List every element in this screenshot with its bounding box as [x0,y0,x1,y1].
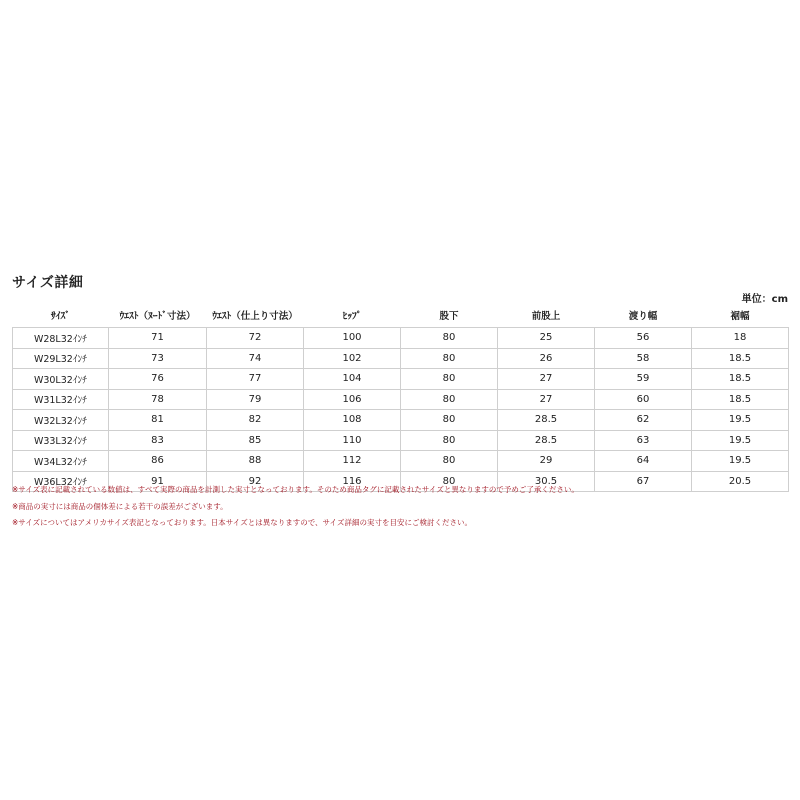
value-cell: 56 [595,328,692,349]
value-cell: 74 [207,348,304,369]
value-cell: 83 [109,430,207,451]
value-cell: 62 [595,410,692,431]
size-cell: W34L32ｲﾝﾁ [13,451,109,472]
value-cell: 102 [304,348,401,369]
value-cell: 86 [109,451,207,472]
section-title: サイズ詳細 [12,275,84,291]
value-cell: 77 [207,369,304,390]
value-cell: 19.5 [692,451,789,472]
value-cell: 26 [498,348,595,369]
value-cell: 27 [498,389,595,410]
value-cell: 18.5 [692,389,789,410]
value-cell: 71 [109,328,207,349]
size-cell: W33L32ｲﾝﾁ [13,430,109,451]
table-row [13,410,789,431]
table-row [13,451,789,472]
size-table [12,303,789,492]
note-us-sizing: ※サイズについてはアメリカサイズ表記となっております。日本サイズとは異なりますので、サイズ詳細の実寸を目安にご検討ください。 [12,518,472,527]
value-cell: 28.5 [498,430,595,451]
header-hem-width: 裾幅 [730,311,750,322]
value-cell: 100 [304,328,401,349]
value-cell: 67 [595,471,692,492]
value-cell: 80 [401,410,498,431]
value-cell: 91 [109,471,207,492]
note-measurement: ※サイズ表に記載されている数値は、すべて実際の商品を計測した実寸となっております。そのため商品タグに記載されたサイズと異なりますので予めご了承ください。 [12,485,579,494]
header-waist-finished: ｳｴｽﾄ（仕上り寸法） [212,311,298,322]
value-cell: 60 [595,389,692,410]
value-cell: 58 [595,348,692,369]
value-cell: 72 [207,328,304,349]
value-cell: 25 [498,328,595,349]
value-cell: 29 [498,451,595,472]
value-cell: 64 [595,451,692,472]
value-cell: 19.5 [692,430,789,451]
value-cell: 63 [595,430,692,451]
value-cell: 59 [595,369,692,390]
size-cell: W32L32ｲﾝﾁ [13,410,109,431]
table-row [13,328,789,349]
header-hip: ﾋｯﾌﾟ [342,311,362,322]
value-cell: 19.5 [692,410,789,431]
table-body [13,328,789,492]
value-cell: 82 [207,410,304,431]
value-cell: 78 [109,389,207,410]
value-cell: 80 [401,389,498,410]
size-cell: W30L32ｲﾝﾁ [13,369,109,390]
value-cell: 79 [207,389,304,410]
value-cell: 27 [498,369,595,390]
value-cell: 80 [401,328,498,349]
value-cell: 112 [304,451,401,472]
header-front-rise: 前股上 [531,311,561,322]
table-row [13,369,789,390]
table-header-row [13,303,789,328]
header-size: ｻｲｽﾞ [50,311,70,322]
notes [12,482,788,532]
unit-label: 単位：cm [741,294,788,305]
value-cell: 28.5 [498,410,595,431]
table-row [13,430,789,451]
value-cell: 85 [207,430,304,451]
value-cell: 92 [207,471,304,492]
size-cell: W29L32ｲﾝﾁ [13,348,109,369]
value-cell: 106 [304,389,401,410]
value-cell: 73 [109,348,207,369]
header-inseam: 股下 [439,311,459,322]
value-cell: 80 [401,369,498,390]
value-cell: 88 [207,451,304,472]
value-cell: 116 [304,471,401,492]
value-cell: 20.5 [692,471,789,492]
value-cell: 18.5 [692,369,789,390]
value-cell: 80 [401,471,498,492]
value-cell: 80 [401,348,498,369]
value-cell: 81 [109,410,207,431]
value-cell: 104 [304,369,401,390]
value-cell: 110 [304,430,401,451]
note-variance: ※商品の実寸には商品の個体差による若干の誤差がございます。 [12,501,228,511]
value-cell: 76 [109,369,207,390]
value-cell: 80 [401,451,498,472]
size-cell: W28L32ｲﾝﾁ [13,328,109,349]
header-waist-nude: ｳｴｽﾄ（ﾇｰﾄﾞ寸法） [119,311,196,322]
value-cell: 18.5 [692,348,789,369]
value-cell: 108 [304,410,401,431]
value-cell: 30.5 [498,471,595,492]
table-row [13,389,789,410]
table-row [13,348,789,369]
size-cell: W36L32ｲﾝﾁ [13,471,109,492]
header-thigh-width: 渡り幅 [628,311,658,322]
value-cell: 80 [401,430,498,451]
size-cell: W31L32ｲﾝﾁ [13,389,109,410]
value-cell: 18 [692,328,789,349]
